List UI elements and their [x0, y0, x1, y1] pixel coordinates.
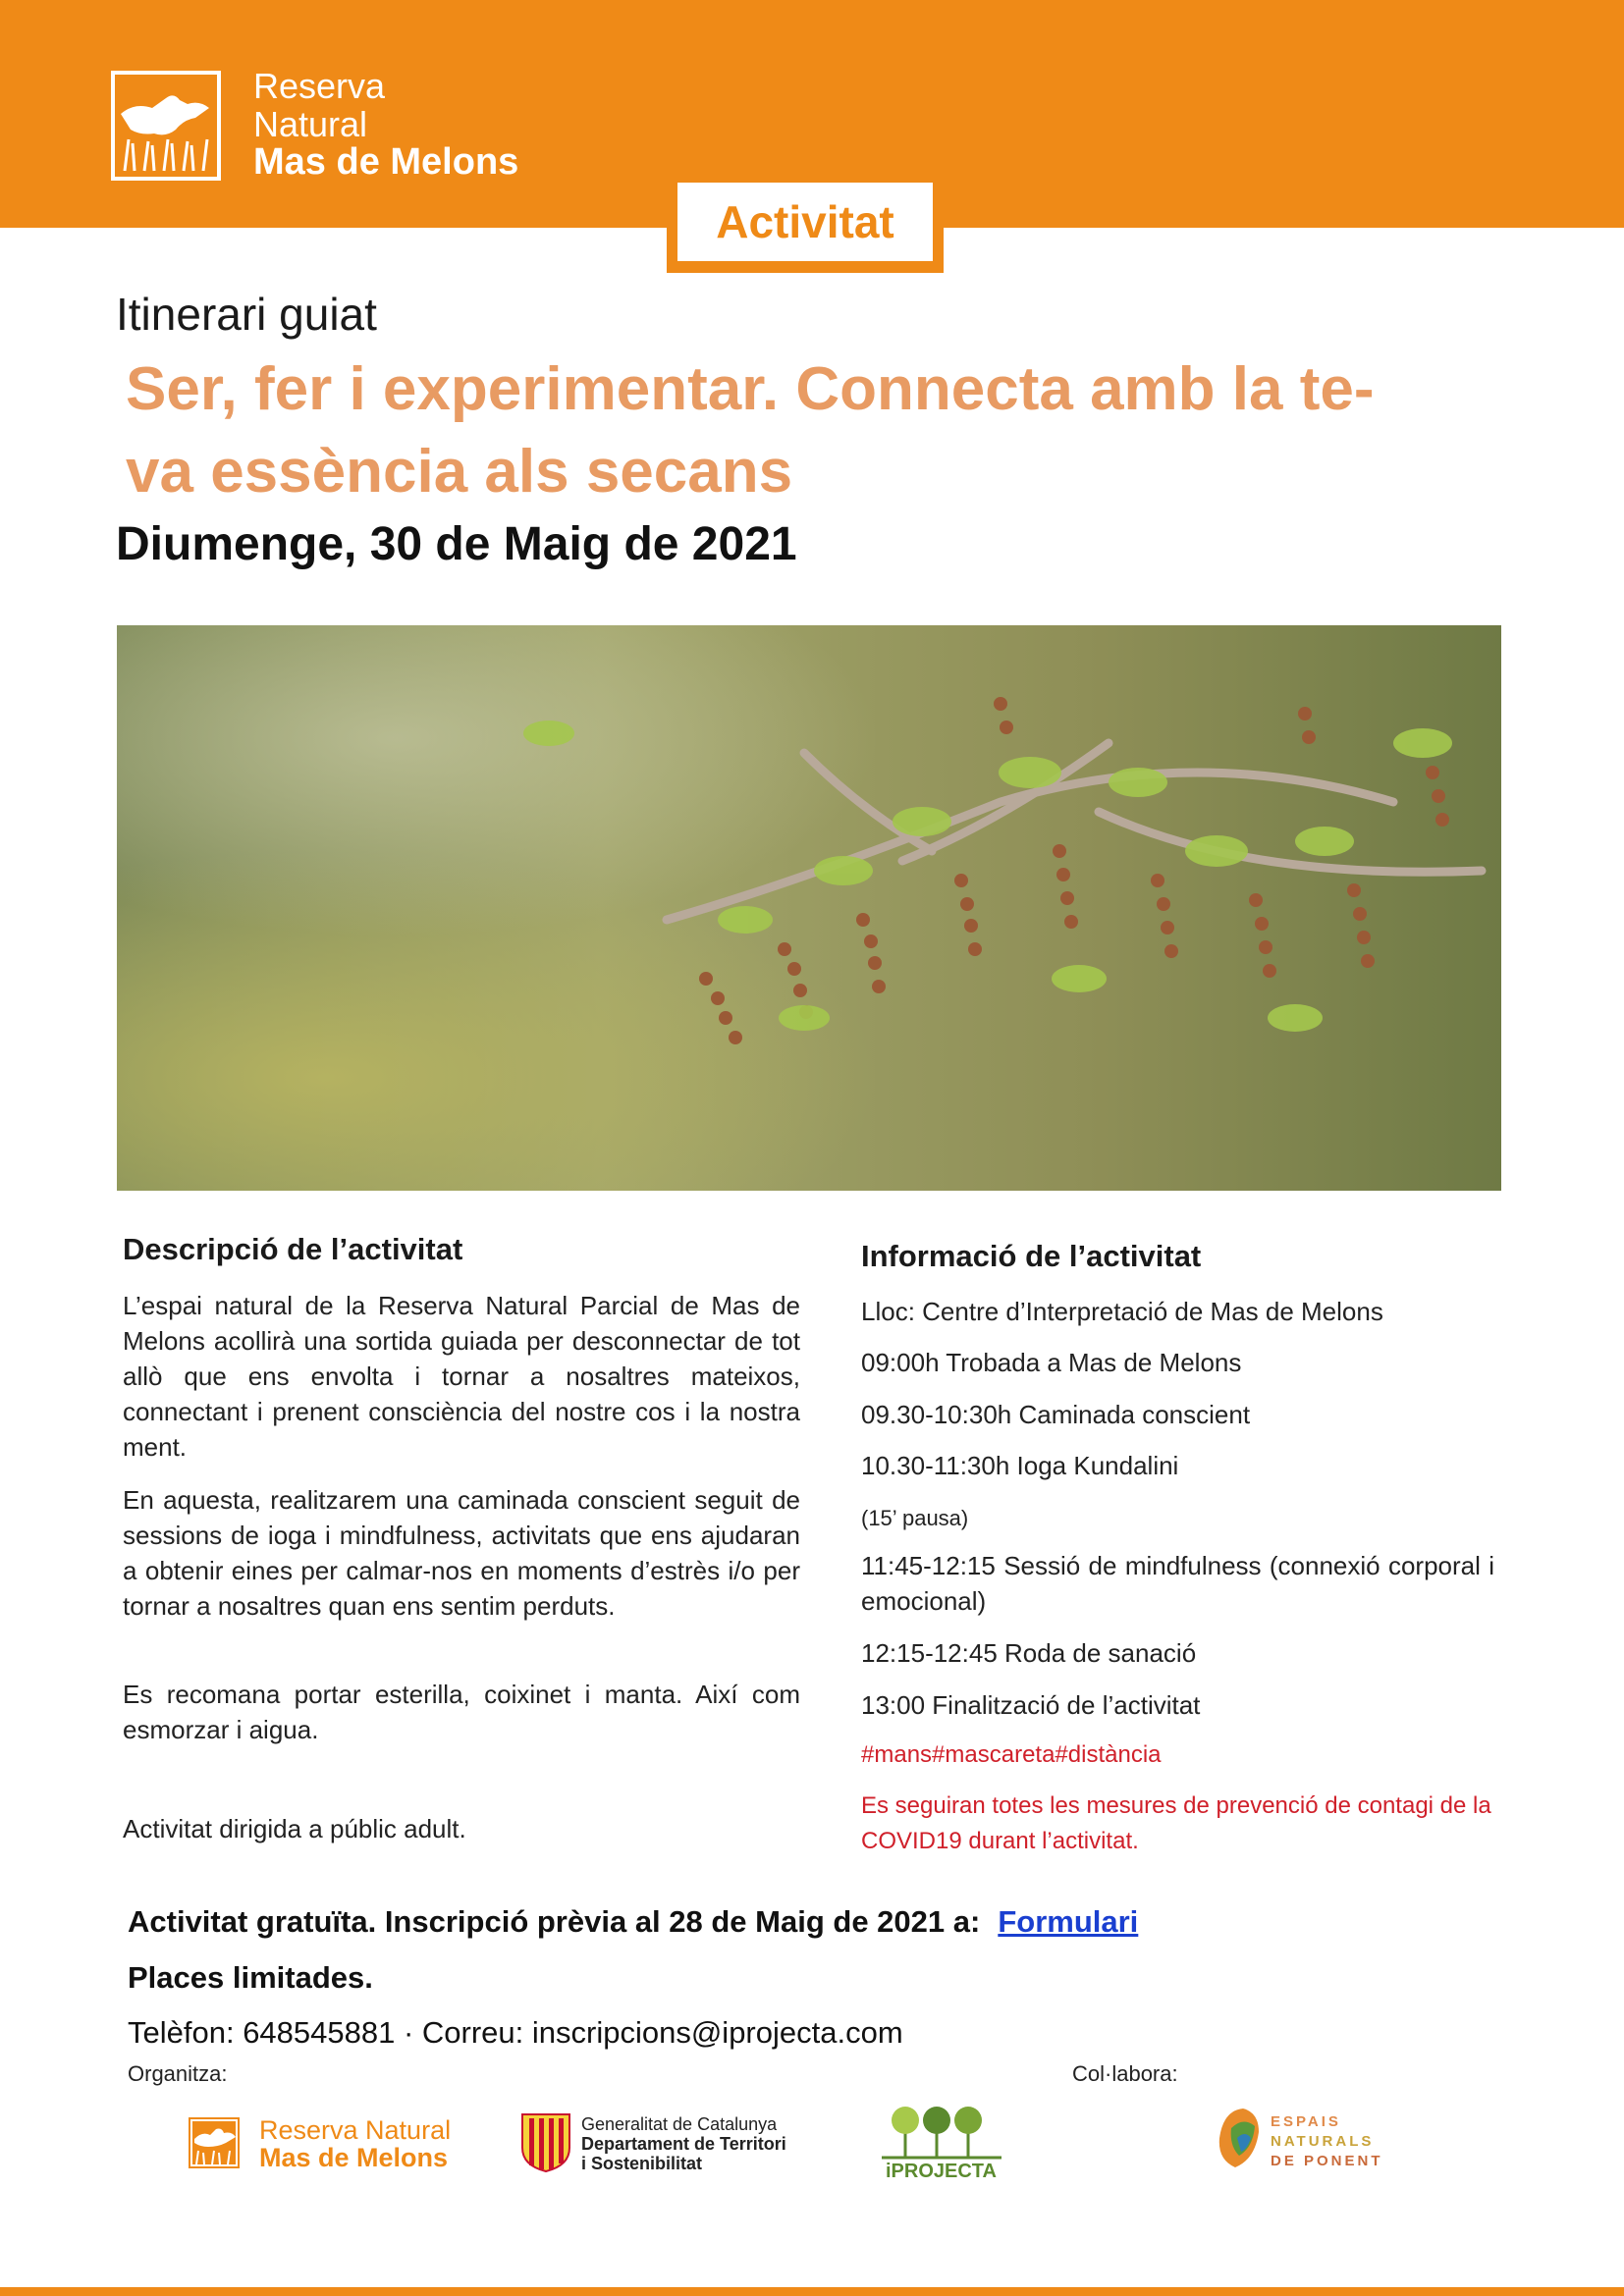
collaborator-label: Col·labora: — [1072, 2061, 1178, 2086]
info-item: 10.30-11:30h Ioga Kundalini — [861, 1451, 1179, 1480]
gencat-line1: Generalitat de Catalunya — [581, 2114, 778, 2134]
organizer-label: Organitza: — [128, 2061, 228, 2086]
hashtags: #mans#mascareta#distància — [861, 1741, 1162, 1768]
reserve-footer-line1: Reserva Natural — [259, 2115, 452, 2145]
reserve-footer-line2: Mas de Melons — [259, 2143, 449, 2172]
description-paragraph: Es recomana portar esterilla, coixinet i manta. Així com esmorzar i aigua. — [123, 1680, 800, 1744]
info-heading: Informació de l’activitat — [861, 1239, 1202, 1273]
info-item: (15’ pausa) — [861, 1506, 969, 1530]
event-title — [126, 348, 1520, 513]
info-item: 13:00 Finalització de l’activitat — [861, 1690, 1201, 1720]
description-heading: Descripció de l’activitat — [123, 1232, 463, 1266]
espais-line2: NATURALS — [1271, 2133, 1375, 2150]
covid-notice: Es seguiran totes les mesures de prevenció de contagi de la COVID19 durant l’activitat. — [861, 1792, 1491, 1854]
gencat-name — [581, 2114, 786, 2173]
event-date: Diumenge, 30 de Maig de 2021 — [116, 518, 797, 570]
info-item: 12:15-12:45 Roda de sanació — [861, 1638, 1197, 1668]
reserve-name-line1: Reserva — [253, 66, 386, 106]
reserve-name-line3: Mas de Melons — [253, 141, 519, 183]
gencat-line2: Departament de Territori — [581, 2134, 786, 2154]
info-item: 09:00h Trobada a Mas de Melons — [861, 1348, 1242, 1377]
description-paragraph: En aquesta, realitzarem una caminada conscient seguit de sessions de ioga i mindfulness, activitats que ens ajudaran a obtenir eines per calmar-nos en moments d’estrès i/o per tornar a nosaltres quan ens sentim perduts. — [123, 1485, 800, 1621]
event-title-line2: va essència als secans — [126, 438, 793, 506]
reserve-name-line2: Natural — [253, 104, 368, 144]
espais-line3: DE PONENT — [1271, 2153, 1383, 2169]
event-type: Itinerari guiat — [116, 289, 377, 340]
espais-naturals-logo — [1210, 2099, 1416, 2177]
gencat-line3: i Sostenibilitat — [581, 2154, 703, 2173]
registration-text: Activitat gratuïta. Inscripció prèvia al 28 de Maig de 2021 a: — [128, 1904, 981, 1939]
gencat-shield-icon — [520, 2112, 571, 2173]
iprojecta-wordmark: iPROJECTA — [886, 2161, 997, 2182]
info-item: 11:45-12:15 Sessió de mindfulness (connexió corporal i emocional) — [861, 1551, 1494, 1616]
footer-band — [0, 2287, 1624, 2296]
audience-note: Activitat dirigida a públic adult. — [123, 1814, 466, 1843]
reserve-name — [253, 67, 518, 182]
places-note: Places limitades. — [128, 1960, 373, 1995]
activity-tab-label: Activitat — [677, 183, 933, 261]
hero-photo — [117, 625, 1501, 1191]
reserve-footer-logo — [189, 2117, 240, 2168]
reserve-logo — [111, 71, 221, 181]
form-link[interactable]: Formulari — [998, 1904, 1139, 1939]
contact-line: Telèfon: 648545881 · Correu: inscripcions@iprojecta.com — [128, 2015, 903, 2050]
description-paragraph: L’espai natural de la Reserva Natural Parcial de Mas de Melons acollirà una sortida guiada per desconnectar de tot allò que ens envolta i tornar a nosaltres mateixos, connectant i prenent consciència del nostre cos i la nostra ment. — [123, 1291, 800, 1462]
info-item: 09.30-10:30h Caminada conscient — [861, 1400, 1251, 1429]
reserve-footer-name — [259, 2116, 451, 2171]
event-title-line1: Ser, fer i experimentar. Connecta amb la te- — [126, 355, 1375, 423]
info-item: Lloc: Centre d’Interpretació de Mas de Melons — [861, 1297, 1383, 1326]
registration-line — [128, 1904, 1138, 1940]
espais-line1: ESPAIS — [1271, 2113, 1341, 2130]
iprojecta-logo — [872, 2101, 1009, 2189]
